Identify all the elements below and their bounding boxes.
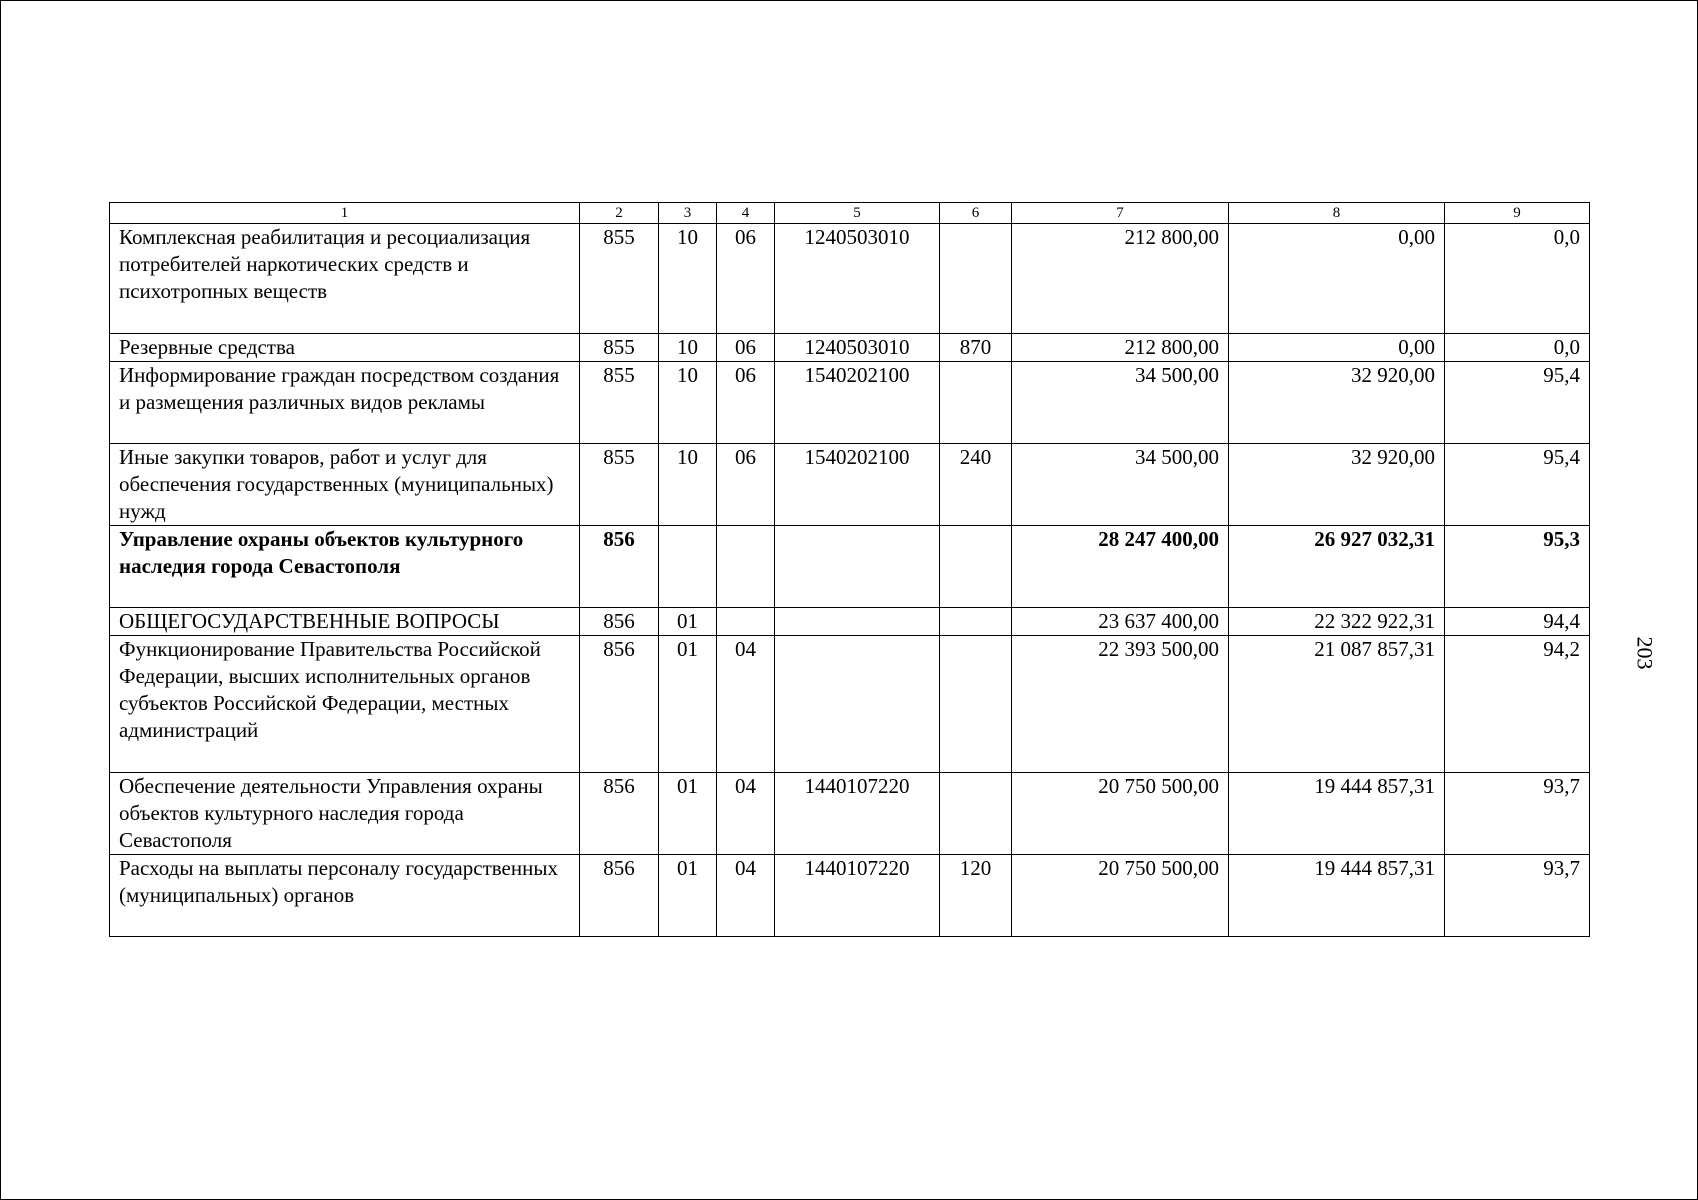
execution-percent-cell: 93,7: [1445, 855, 1590, 937]
target-article-code-cell: 1240503010: [775, 334, 940, 362]
planned-amount-cell: 34 500,00: [1012, 444, 1229, 526]
planned-amount-cell: 212 800,00: [1012, 334, 1229, 362]
target-article-code-cell: [775, 608, 940, 636]
expense-name-cell: Резервные средства: [110, 334, 580, 362]
expense-type-code-cell: [940, 773, 1012, 855]
table-row: [110, 362, 1590, 444]
column-number-row: [110, 203, 1590, 224]
expense-name-cell: Управление охраны объектов культурного наследия города Севастополя: [110, 526, 580, 608]
ministry-code-cell: 856: [580, 526, 659, 608]
planned-amount-cell: 20 750 500,00: [1012, 773, 1229, 855]
subsection-code-cell: [717, 608, 775, 636]
column-number: 4: [717, 203, 775, 224]
ministry-code-cell: 856: [580, 608, 659, 636]
table-row: [110, 224, 1590, 334]
subsection-code-cell: 04: [717, 773, 775, 855]
column-number: 8: [1229, 203, 1445, 224]
execution-percent-cell: 94,4: [1445, 608, 1590, 636]
actual-amount-cell: 32 920,00: [1229, 362, 1445, 444]
section-code-cell: 10: [659, 362, 717, 444]
subsection-code-cell: 06: [717, 334, 775, 362]
target-article-code-cell: 1240503010: [775, 224, 940, 334]
expense-type-code-cell: [940, 362, 1012, 444]
table-row: [110, 526, 1590, 608]
table-row: [110, 608, 1590, 636]
table-row: [110, 636, 1590, 773]
expense-name-cell: Информирование граждан посредством создания и размещения различных видов рекламы: [110, 362, 580, 444]
expense-type-code-cell: 240: [940, 444, 1012, 526]
actual-amount-cell: 0,00: [1229, 334, 1445, 362]
section-code-cell: 10: [659, 224, 717, 334]
expense-name-cell: Комплексная реабилитация и ресоциализация потребителей наркотических средств и психотропных веществ: [110, 224, 580, 334]
actual-amount-cell: 21 087 857,31: [1229, 636, 1445, 773]
planned-amount-cell: 28 247 400,00: [1012, 526, 1229, 608]
expense-type-code-cell: [940, 526, 1012, 608]
expense-name-cell: Обеспечение деятельности Управления охраны объектов культурного наследия города Севастополя: [110, 773, 580, 855]
execution-percent-cell: 0,0: [1445, 224, 1590, 334]
execution-percent-cell: 95,4: [1445, 444, 1590, 526]
expense-type-code-cell: 120: [940, 855, 1012, 937]
execution-percent-cell: 95,4: [1445, 362, 1590, 444]
planned-amount-cell: 22 393 500,00: [1012, 636, 1229, 773]
actual-amount-cell: 22 322 922,31: [1229, 608, 1445, 636]
section-code-cell: 10: [659, 444, 717, 526]
section-code-cell: 01: [659, 773, 717, 855]
section-code-cell: 10: [659, 334, 717, 362]
ministry-code-cell: 856: [580, 636, 659, 773]
column-number: 5: [775, 203, 940, 224]
planned-amount-cell: 20 750 500,00: [1012, 855, 1229, 937]
target-article-code-cell: [775, 526, 940, 608]
ministry-code-cell: 855: [580, 362, 659, 444]
execution-percent-cell: 0,0: [1445, 334, 1590, 362]
table-row: [110, 855, 1590, 937]
budget-execution-table: [109, 202, 1590, 937]
page-number: 203: [1632, 636, 1658, 670]
target-article-code-cell: 1540202100: [775, 362, 940, 444]
planned-amount-cell: 23 637 400,00: [1012, 608, 1229, 636]
target-article-code-cell: 1440107220: [775, 855, 940, 937]
subsection-code-cell: 06: [717, 224, 775, 334]
execution-percent-cell: 94,2: [1445, 636, 1590, 773]
expense-name-cell: Функционирование Правительства Российской Федерации, высших исполнительных органов субъектов Российской Федерации, местных администраций: [110, 636, 580, 773]
actual-amount-cell: 32 920,00: [1229, 444, 1445, 526]
expense-type-code-cell: [940, 636, 1012, 773]
expense-type-code-cell: [940, 608, 1012, 636]
column-number: 3: [659, 203, 717, 224]
execution-percent-cell: 93,7: [1445, 773, 1590, 855]
actual-amount-cell: 19 444 857,31: [1229, 773, 1445, 855]
section-code-cell: 01: [659, 608, 717, 636]
table-row: [110, 444, 1590, 526]
column-number: 6: [940, 203, 1012, 224]
subsection-code-cell: 06: [717, 444, 775, 526]
target-article-code-cell: [775, 636, 940, 773]
expense-name-cell: ОБЩЕГОСУДАРСТВЕННЫЕ ВОПРОСЫ: [110, 608, 580, 636]
column-number: 9: [1445, 203, 1590, 224]
ministry-code-cell: 855: [580, 444, 659, 526]
actual-amount-cell: 19 444 857,31: [1229, 855, 1445, 937]
expense-type-code-cell: [940, 224, 1012, 334]
section-code-cell: [659, 526, 717, 608]
section-code-cell: 01: [659, 636, 717, 773]
target-article-code-cell: 1540202100: [775, 444, 940, 526]
planned-amount-cell: 34 500,00: [1012, 362, 1229, 444]
execution-percent-cell: 95,3: [1445, 526, 1590, 608]
subsection-code-cell: 04: [717, 855, 775, 937]
actual-amount-cell: 26 927 032,31: [1229, 526, 1445, 608]
ministry-code-cell: 855: [580, 334, 659, 362]
subsection-code-cell: 06: [717, 362, 775, 444]
ministry-code-cell: 856: [580, 855, 659, 937]
ministry-code-cell: 855: [580, 224, 659, 334]
subsection-code-cell: 04: [717, 636, 775, 773]
ministry-code-cell: 856: [580, 773, 659, 855]
column-number: 1: [110, 203, 580, 224]
expense-name-cell: Иные закупки товаров, работ и услуг для обеспечения государственных (муниципальных) нужд: [110, 444, 580, 526]
table-row: [110, 773, 1590, 855]
expense-type-code-cell: 870: [940, 334, 1012, 362]
section-code-cell: 01: [659, 855, 717, 937]
expense-name-cell: Расходы на выплаты персоналу государственных (муниципальных) органов: [110, 855, 580, 937]
subsection-code-cell: [717, 526, 775, 608]
column-number: 7: [1012, 203, 1229, 224]
column-number: 2: [580, 203, 659, 224]
actual-amount-cell: 0,00: [1229, 224, 1445, 334]
target-article-code-cell: 1440107220: [775, 773, 940, 855]
planned-amount-cell: 212 800,00: [1012, 224, 1229, 334]
table-row: [110, 334, 1590, 362]
